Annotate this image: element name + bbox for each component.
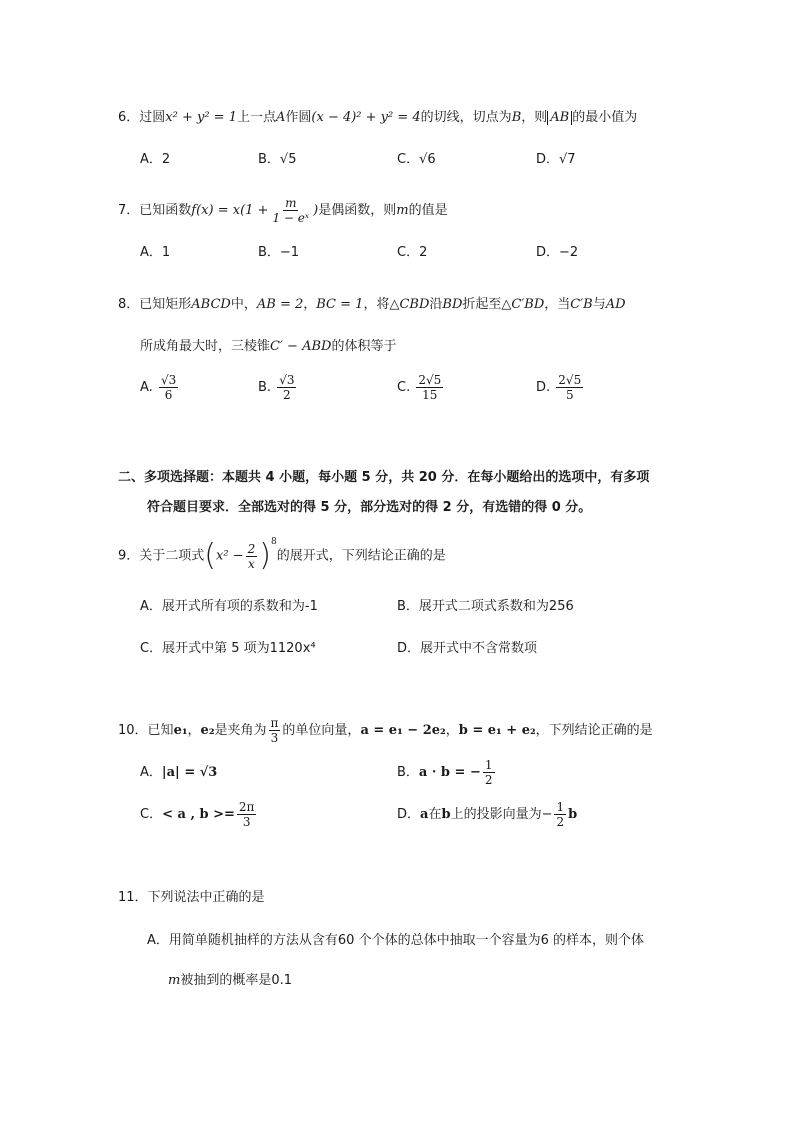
q6-text: 过圆 (139, 110, 166, 125)
q9-stem (118, 538, 446, 575)
q10-frac-den: 3 (242, 815, 251, 829)
q7-number: 7． (118, 203, 140, 218)
q8-text: ，当 (544, 297, 571, 312)
q10-option-label: A． (140, 765, 162, 780)
q8-option-den: 5 (565, 388, 574, 402)
q9-option-b: B．展开式二项式系数和为256 (397, 599, 574, 614)
q6-text: 的最小值为 (572, 110, 638, 125)
q8-cb: C′B (570, 297, 593, 312)
q10-option-c (140, 798, 258, 832)
q9-number: 9． (118, 548, 140, 564)
q10-b-eq: b = e₁ + e₂ (458, 723, 536, 738)
q8-text: 沿 (429, 297, 443, 312)
q7-function-rhs: ) (313, 203, 319, 218)
q10-frac-den: 2 (556, 815, 565, 829)
q10-text: 在 (428, 807, 442, 822)
q6-circle2-eq: (x − 4)² + y² = 4 (311, 110, 421, 125)
q8-text: ，将 (363, 297, 390, 312)
q7-text: 的值是 (408, 203, 448, 218)
q10-text: ， (445, 723, 459, 738)
q10-a-eq: a = e₁ − 2e₂ (360, 723, 446, 738)
q6-text: 的切线，切点为 (420, 110, 512, 125)
q11-text: 被抽到的概率是0.1 (180, 973, 293, 988)
q10-e1: e₁ (173, 723, 188, 738)
q8-option-num: √3 (160, 373, 177, 387)
q8-option-a (140, 370, 180, 406)
q10-option-label: B． (397, 765, 419, 780)
q8-option-den: 6 (164, 388, 173, 402)
q9-text: 关于二项式 (139, 548, 205, 564)
q10-frac-den: 2 (484, 773, 493, 787)
q8-option-fraction (416, 373, 443, 402)
q6-point-b: B (511, 110, 522, 125)
q8-option-b (258, 370, 298, 406)
q11-number: 11． (118, 890, 148, 905)
q11-var-m: m (168, 973, 181, 988)
q11-option-a-line1: A．用简单随机抽样的方法从含有60 个个体的总体中抽取一个容量为6 的样本，则个体 (147, 933, 644, 948)
q8-stem-line2 (140, 337, 396, 357)
q6-circle1-eq: x² + y² = 1 (165, 110, 237, 125)
q6-text: ，则 (521, 110, 548, 125)
left-paren-glyph: ( (204, 538, 217, 573)
q8-bc-eq: BC = 1 (316, 297, 364, 312)
q10-text: 上的投影向量为 (450, 807, 542, 822)
q7-option-d: D．−2 (536, 245, 579, 260)
q8-option-label: B. (258, 380, 272, 395)
q8-triangle2: △C′BD (501, 297, 545, 312)
q8-text: 的体积等于 (331, 339, 397, 354)
q7-option-c: C．2 (397, 245, 428, 260)
q7-option-b: B．−1 (258, 245, 300, 260)
q7-option-a: A．1 (140, 245, 171, 260)
q8-rect: ABCD (191, 297, 231, 312)
q8-ad: AD (605, 297, 626, 312)
q8-number: 8． (118, 297, 140, 312)
q8-option-fraction (277, 373, 296, 402)
q8-option-num: √3 (279, 373, 295, 387)
q8-bd: BD (442, 297, 463, 312)
q8-text: 所成角最大时，三棱锥 (140, 339, 271, 354)
q9-fraction (246, 542, 258, 571)
q10-option-a (140, 763, 217, 783)
q8-option-den: 15 (422, 388, 438, 402)
q10-option-label: D． (397, 807, 421, 822)
q6-stem (118, 108, 637, 128)
right-paren-glyph: ) (259, 538, 271, 573)
q8-option-den: 2 (283, 388, 291, 402)
q8-option-fraction (159, 373, 178, 402)
section2-heading-line2: 符合题目要求．全部选对的得 5 分，部分选对的得 2 分，有选错的得 0 分。 (147, 500, 592, 515)
q8-option-d (536, 370, 585, 406)
q10-angle-fraction (269, 716, 281, 745)
q8-option-label: A. (140, 380, 153, 395)
q7-stem (118, 196, 448, 226)
q10-option-expr: < a , b >= (162, 807, 235, 822)
q10-e2: e₂ (200, 723, 215, 738)
q10-minus: − (541, 807, 553, 822)
q10-option-expr: |a| = √3 (161, 765, 218, 780)
q8-pyramid: C′ − ABD (270, 339, 332, 354)
q10-option-c-fraction (237, 800, 257, 829)
q8-option-fraction (556, 373, 583, 402)
q6-number: 6． (118, 110, 140, 125)
q7-text: 是偶函数，则 (318, 203, 397, 218)
q10-frac-num: 2π (238, 800, 255, 814)
q8-ab-eq: AB = 2 (256, 297, 304, 312)
q9-frac-den: x (248, 556, 255, 571)
q10-angle-num: π (270, 716, 279, 730)
q10-vector-a: a (420, 807, 429, 822)
q6-point-a: A (276, 110, 286, 125)
q6-option-d: D．√7 (536, 152, 576, 167)
q6-text: 上一点 (236, 110, 276, 125)
q11-stem (118, 888, 265, 908)
section2-heading-line1: 二、多项选择题：本题共 4 小题，每小题 5 分，共 20 分．在每小题给出的选项中，有多项 (118, 470, 650, 485)
q11-option-a-line2 (168, 971, 292, 991)
q6-option-c: C．√6 (397, 152, 436, 167)
q8-option-c (397, 370, 445, 406)
q10-frac-num: 1 (484, 758, 493, 772)
q8-triangle1: △CBD (389, 297, 430, 312)
q10-option-d (397, 798, 577, 832)
q8-text: 已知矩形 (139, 297, 192, 312)
q10-text: 已知 (147, 723, 174, 738)
q10-option-b-fraction (483, 758, 495, 787)
q10-text: ， (187, 723, 201, 738)
q6-option-a: A．2 (140, 152, 171, 167)
q10-frac-num: 1 (556, 800, 565, 814)
q8-text: 折起至 (462, 297, 502, 312)
q10-text: ，下列结论正确的是 (535, 723, 653, 738)
q10-option-d-fraction (554, 800, 566, 829)
q7-frac-den: 1 − eˣ (272, 211, 310, 225)
q10-text: 是夹角为 (214, 723, 267, 738)
q8-text: 中， (230, 297, 257, 312)
q8-option-label: D. (536, 380, 551, 395)
q8-option-label: C. (397, 380, 411, 395)
q9-frac-num: 2 (247, 541, 256, 556)
q10-number: 10． (118, 723, 148, 738)
q10-text: 的单位向量， (282, 723, 361, 738)
q8-text: 与 (592, 297, 606, 312)
q9-expr: x² − (216, 548, 244, 564)
q9-option-d: D．展开式中不含常数项 (397, 641, 538, 656)
q10-option-b (397, 756, 497, 790)
q7-var-m: m (396, 203, 409, 218)
q8-option-num: 2√5 (418, 373, 442, 387)
q9-option-a: A．展开式所有项的系数和为-1 (140, 599, 318, 614)
q10-angle-den: 3 (270, 731, 279, 745)
q10-vector-b: b (441, 807, 451, 822)
q8-text: ， (303, 297, 317, 312)
q10-stem (118, 714, 653, 748)
q7-fraction (270, 196, 311, 225)
q6-text: 作圆 (285, 110, 312, 125)
q10-option-label: C． (140, 807, 163, 822)
q9-text: 的展开式，下列结论正确的是 (276, 548, 446, 564)
q11-text: 下列说法中正确的是 (147, 890, 265, 905)
q9-option-c: C．展开式中第 5 项为1120x⁴ (140, 641, 316, 656)
q9-power: 8 (270, 537, 277, 548)
q6-abs-ab: AB (547, 111, 572, 125)
q8-option-num: 2√5 (558, 373, 582, 387)
q7-function-lhs: f(x) = x(1 + (191, 203, 269, 218)
q6-option-b: B．√5 (258, 152, 297, 167)
q10-vector-b: b (568, 807, 578, 822)
q7-frac-num: m (285, 196, 297, 210)
q7-text: 已知函数 (139, 203, 192, 218)
q8-stem-line1 (118, 295, 626, 315)
q10-option-expr: a · b = − (418, 765, 481, 780)
